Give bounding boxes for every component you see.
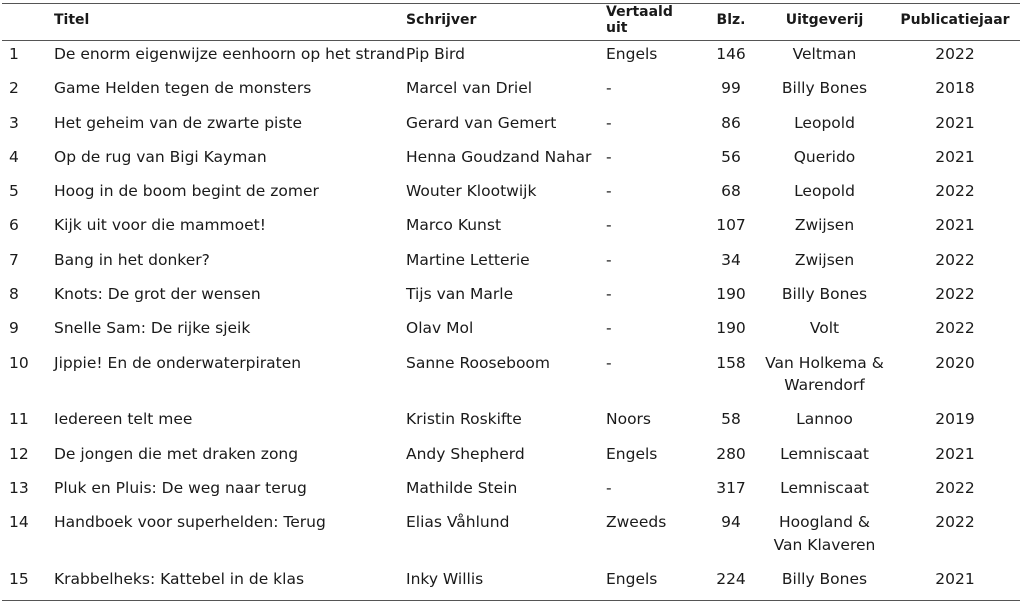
book-publisher: Lannoo: [796, 410, 853, 429]
table-row: [2, 110, 1020, 144]
book-publisher: Querido: [793, 147, 856, 166]
table-row: [2, 212, 1020, 246]
book-pages: 86: [721, 113, 741, 132]
book-author: Andy Shepherd: [406, 444, 525, 463]
book-pages: 280: [716, 444, 746, 463]
table-row: [2, 247, 1020, 281]
book-author: Kristin Roskifte: [406, 410, 522, 429]
book-publisher: Volt: [809, 319, 840, 338]
book-publisher: Veltman: [792, 45, 857, 63]
book-translated-from: -: [606, 319, 612, 338]
book-table: [2, 3, 1020, 601]
book-author: Martine Letterie: [406, 250, 530, 269]
row-number: 9: [9, 319, 19, 338]
book-translated-from: -: [606, 479, 612, 498]
book-publisher: Lemniscaat: [780, 479, 869, 498]
book-title: Bang in het donker?: [54, 250, 210, 269]
book-year: 2022: [935, 182, 975, 201]
book-year: 2021: [935, 113, 975, 132]
book-title: Het geheim van de zwarte piste: [54, 113, 303, 132]
table-row: [2, 75, 1020, 109]
book-author: Henna Goudzand Nahar: [406, 147, 592, 166]
book-publisher: Billy Bones: [781, 79, 868, 98]
book-pages: 58: [721, 410, 741, 429]
book-pages: 158: [716, 353, 746, 372]
book-year: 2022: [935, 250, 975, 269]
book-translated-from: -: [606, 182, 612, 201]
book-author: Gerard van Gemert: [406, 113, 557, 132]
table-row: [2, 144, 1020, 178]
header-translated: Vertaald uit: [606, 4, 673, 36]
book-pages: 34: [721, 250, 741, 269]
book-year: 2022: [935, 479, 975, 498]
book-translated-from: -: [606, 147, 612, 166]
header-title: Titel: [54, 12, 90, 28]
book-pages: 68: [721, 182, 741, 201]
book-translated-from: -: [606, 216, 612, 235]
book-title: Jippie! En de onderwaterpiraten: [54, 353, 302, 372]
table-body: [2, 41, 1020, 601]
book-year: 2021: [935, 216, 975, 235]
table-row: [2, 350, 1020, 407]
book-title: Kijk uit voor die mammoet!: [54, 216, 266, 235]
book-title: De jongen die met draken zong: [54, 444, 299, 463]
book-translated-from: -: [606, 250, 612, 269]
book-publisher: Leopold: [794, 182, 855, 201]
book-translated-from: -: [606, 353, 612, 372]
header-publisher: Uitgeverij: [785, 12, 864, 28]
row-number: 15: [9, 570, 29, 589]
book-pages: 56: [721, 147, 741, 166]
book-year: 2021: [935, 147, 975, 166]
book-translated-from: Engels: [606, 444, 658, 463]
table-row: [2, 441, 1020, 475]
book-pages: 190: [716, 285, 746, 304]
book-publisher: Van Holkema & Warendorf: [765, 353, 884, 395]
book-year: 2022: [935, 285, 975, 304]
book-pages: 94: [721, 513, 741, 532]
book-translated-from: -: [606, 79, 612, 98]
book-pages: 190: [716, 319, 746, 338]
book-author: Sanne Rooseboom: [406, 353, 551, 372]
header-year: Publicatiejaar: [900, 12, 1010, 28]
row-number: 8: [9, 285, 19, 304]
row-number: 10: [9, 353, 29, 372]
book-author: Pip Bird: [406, 45, 465, 63]
table-row: [2, 406, 1020, 440]
book-publisher: Hoogland & Van Klaveren: [773, 513, 876, 554]
book-author: Tijs van Marle: [406, 285, 514, 304]
row-number: 13: [9, 479, 29, 498]
book-translated-from: Zweeds: [606, 513, 667, 532]
table-row: [2, 41, 1020, 76]
book-year: 2021: [935, 444, 975, 463]
header-author: Schrijver: [406, 12, 477, 28]
book-title: Iedereen telt mee: [54, 410, 193, 429]
book-pages: 317: [716, 479, 746, 498]
book-title: Op de rug van Bigi Kayman: [54, 147, 267, 166]
table-row: [2, 281, 1020, 315]
table-row: [2, 178, 1020, 212]
book-year: 2020: [935, 353, 975, 372]
book-year: 2021: [935, 570, 975, 589]
book-publisher: Billy Bones: [781, 570, 868, 589]
table-row: [2, 315, 1020, 349]
row-number: 5: [9, 182, 19, 201]
book-publisher: Zwijsen: [794, 250, 855, 269]
row-number: 2: [9, 79, 19, 98]
book-year: 2018: [935, 79, 975, 98]
book-translated-from: Engels: [606, 570, 658, 589]
book-translated-from: Engels: [606, 45, 658, 63]
book-pages: 99: [721, 79, 741, 98]
book-publisher: Billy Bones: [781, 285, 868, 304]
book-title: Game Helden tegen de monsters: [54, 79, 312, 98]
book-title: De enorm eigenwijze eenhoorn op het strand: [54, 45, 406, 63]
table-row: [2, 475, 1020, 509]
row-number: 1: [9, 45, 19, 63]
book-pages: 107: [716, 216, 746, 235]
book-translated-from: -: [606, 285, 612, 304]
row-number: 14: [9, 513, 29, 532]
book-author: Elias Våhlund: [406, 513, 510, 532]
book-translated-from: -: [606, 113, 612, 132]
book-title: Handboek voor superhelden: Terug: [54, 513, 326, 532]
book-author: Marco Kunst: [406, 216, 502, 235]
book-year: 2022: [935, 45, 975, 63]
row-number: 12: [9, 444, 29, 463]
book-year: 2019: [935, 410, 975, 429]
book-author: Inky Willis: [406, 570, 484, 589]
book-year: 2022: [935, 319, 975, 338]
table-row: [2, 509, 1020, 566]
header-row: [2, 4, 1020, 41]
book-title: Snelle Sam: De rijke sjeik: [54, 319, 251, 338]
row-number: 4: [9, 147, 19, 166]
book-title: Pluk en Pluis: De weg naar terug: [54, 479, 307, 498]
row-number: 7: [9, 250, 19, 269]
row-number: 6: [9, 216, 19, 235]
book-year: 2022: [935, 513, 975, 532]
book-publisher: Leopold: [794, 113, 855, 132]
header-pages: Blz.: [716, 12, 746, 28]
book-author: Marcel van Driel: [406, 79, 533, 98]
book-title: Hoog in de boom begint de zomer: [54, 182, 319, 201]
book-author: Olav Mol: [406, 319, 474, 338]
book-title: Krabbelheks: Kattebel in de klas: [54, 570, 305, 589]
header-number: [2, 4, 54, 41]
book-author: Mathilde Stein: [406, 479, 518, 498]
row-number: 11: [9, 410, 29, 429]
row-number: 3: [9, 113, 19, 132]
book-publisher: Zwijsen: [794, 216, 855, 235]
book-author: Wouter Klootwijk: [406, 182, 537, 201]
book-pages: 146: [716, 45, 746, 63]
book-translated-from: Noors: [606, 410, 652, 429]
table-row: [2, 566, 1020, 601]
book-pages: 224: [716, 570, 746, 589]
book-title: Knots: De grot der wensen: [54, 285, 261, 304]
book-publisher: Lemniscaat: [780, 444, 869, 463]
